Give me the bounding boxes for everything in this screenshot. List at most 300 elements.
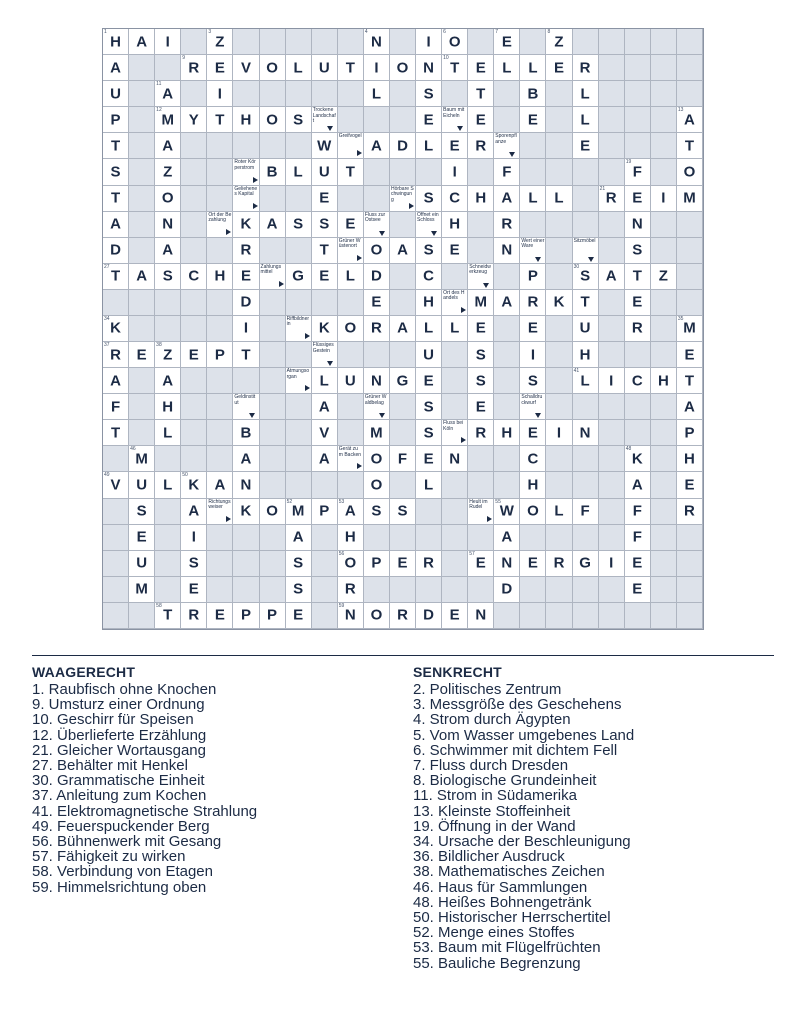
clue-cell xyxy=(468,499,494,525)
down-clue: 50. Historischer Herrschertitel xyxy=(413,909,611,927)
empty-cell xyxy=(312,81,338,107)
letter-cell xyxy=(468,316,494,342)
empty-cell xyxy=(599,238,625,264)
empty-cell xyxy=(651,342,677,368)
letter-cell xyxy=(181,577,207,603)
letter-cell xyxy=(181,472,207,498)
empty-cell xyxy=(651,81,677,107)
letter-cell xyxy=(260,55,286,81)
cell-letter: S xyxy=(632,241,643,259)
cell-letter: H xyxy=(214,267,226,285)
empty-cell xyxy=(677,290,703,316)
letter-cell xyxy=(207,55,233,81)
clue-number: 8 xyxy=(547,29,551,35)
across-clue: 27. Behälter mit Henkel xyxy=(32,757,188,775)
cell-letter: V xyxy=(240,59,251,77)
down-clue: 52. Menge eines Stoffes xyxy=(413,924,575,942)
letter-cell xyxy=(416,603,442,629)
cell-letter: S xyxy=(293,580,304,598)
cell-letter: P xyxy=(527,267,538,285)
empty-cell xyxy=(338,29,364,55)
empty-cell xyxy=(546,577,572,603)
cell-letter: E xyxy=(449,606,460,624)
down-clue: 55. Bauliche Begrenzung xyxy=(413,954,581,972)
empty-cell xyxy=(390,577,416,603)
down-clue: 36. Bildlicher Ausdruck xyxy=(413,848,565,866)
letter-cell xyxy=(677,316,703,342)
letter-cell xyxy=(103,368,129,394)
letter-cell xyxy=(442,238,468,264)
empty-cell xyxy=(599,107,625,133)
letter-cell xyxy=(233,420,259,446)
empty-cell xyxy=(364,186,390,212)
empty-cell xyxy=(390,290,416,316)
letter-cell xyxy=(651,368,677,394)
arrow-right-icon xyxy=(279,281,284,287)
empty-cell xyxy=(494,368,520,394)
cell-letter: T xyxy=(319,241,329,259)
letter-cell xyxy=(468,420,494,446)
letter-cell xyxy=(416,290,442,316)
clue-cell xyxy=(442,290,468,316)
clue-cell xyxy=(338,446,364,472)
letter-cell xyxy=(233,446,259,472)
down-clue: 2. Politisches Zentrum xyxy=(413,681,562,698)
cell-letter: E xyxy=(345,215,356,233)
empty-cell xyxy=(599,420,625,446)
empty-cell xyxy=(546,394,572,420)
empty-cell xyxy=(599,212,625,238)
clue-text: Fluss zur Ostsee xyxy=(364,211,386,224)
empty-cell xyxy=(286,394,312,420)
across-clue: 10. Geschirr für Speisen xyxy=(32,711,194,729)
letter-cell xyxy=(468,603,494,629)
empty-cell xyxy=(520,133,546,159)
letter-cell xyxy=(260,499,286,525)
cell-letter: D xyxy=(370,267,382,285)
cell-letter: K xyxy=(188,476,200,494)
cell-letter: U xyxy=(423,346,434,364)
letter-cell xyxy=(625,159,651,185)
letter-cell xyxy=(416,368,442,394)
cell-letter: I xyxy=(452,163,457,181)
letter-cell xyxy=(286,499,312,525)
clue-number: 4 xyxy=(364,29,368,35)
empty-cell xyxy=(207,159,233,185)
empty-cell xyxy=(546,368,572,394)
empty-cell xyxy=(233,551,259,577)
cell-letter: O xyxy=(266,502,278,520)
arrow-down-icon xyxy=(535,257,541,262)
empty-cell xyxy=(573,472,599,498)
empty-cell xyxy=(677,525,703,551)
clue-number: 55 xyxy=(495,498,501,505)
cell-letter: O xyxy=(344,319,357,337)
cell-letter: H xyxy=(423,293,434,311)
cell-letter: L xyxy=(502,59,512,77)
letter-cell xyxy=(338,603,364,629)
across-heading: WAAGERECHT xyxy=(32,664,136,680)
arrow-down-icon xyxy=(588,257,594,262)
clue-number: 49 xyxy=(104,472,110,479)
empty-cell xyxy=(651,107,677,133)
letter-cell xyxy=(625,472,651,498)
empty-cell xyxy=(546,212,572,238)
empty-cell xyxy=(625,81,651,107)
empty-cell xyxy=(599,29,625,55)
clue-cell xyxy=(416,212,442,238)
clue-number: 38 xyxy=(156,342,162,349)
letter-cell xyxy=(103,133,129,159)
cell-letter: E xyxy=(319,189,330,207)
empty-cell xyxy=(599,394,625,420)
letter-cell xyxy=(103,107,129,133)
cell-letter: H xyxy=(162,398,174,416)
cell-letter: N xyxy=(501,241,513,259)
letter-cell xyxy=(181,55,207,81)
letter-cell xyxy=(312,368,338,394)
letter-cell xyxy=(390,238,416,264)
empty-cell xyxy=(599,133,625,159)
empty-cell xyxy=(364,107,390,133)
empty-cell xyxy=(546,107,572,133)
across-clue: 30. Grammatische Einheit xyxy=(32,772,205,790)
cell-letter: Y xyxy=(188,111,199,129)
empty-cell xyxy=(129,186,155,212)
letter-cell xyxy=(494,212,520,238)
empty-cell xyxy=(442,551,468,577)
clue-text: Grüner Wüstenort xyxy=(338,237,361,250)
cell-letter: E xyxy=(632,293,643,311)
letter-cell xyxy=(390,368,416,394)
letter-cell xyxy=(181,551,207,577)
cell-letter: K xyxy=(631,450,643,468)
clue-cell xyxy=(338,133,364,159)
cell-letter: D xyxy=(501,580,513,598)
letter-cell xyxy=(625,368,651,394)
empty-cell xyxy=(260,394,286,420)
across-clue-list xyxy=(32,682,257,895)
letter-cell xyxy=(520,264,546,290)
cell-letter: O xyxy=(370,476,383,494)
letter-cell xyxy=(260,212,286,238)
cell-letter: M xyxy=(161,111,174,129)
letter-cell xyxy=(338,159,364,185)
clue-cell xyxy=(573,238,599,264)
letter-cell xyxy=(155,420,181,446)
empty-cell xyxy=(416,159,442,185)
letter-cell xyxy=(155,159,181,185)
cell-letter: S xyxy=(423,241,434,259)
arrow-right-icon xyxy=(305,385,310,391)
empty-cell xyxy=(207,316,233,342)
down-clue: 11. Strom in Südamerika xyxy=(413,787,577,805)
cell-letter: S xyxy=(475,372,486,390)
cell-letter: T xyxy=(345,59,355,77)
cell-letter: F xyxy=(632,528,642,546)
letter-cell xyxy=(181,525,207,551)
empty-cell xyxy=(364,577,390,603)
across-clue: 56. Bühnenwerk mit Gesang xyxy=(32,833,222,851)
cell-letter: M xyxy=(683,189,696,207)
across-clue: 21. Gleicher Wortausgang xyxy=(32,741,206,759)
letter-cell xyxy=(677,186,703,212)
letter-cell xyxy=(573,368,599,394)
empty-cell xyxy=(181,159,207,185)
cell-letter: C xyxy=(188,267,200,285)
empty-cell xyxy=(390,264,416,290)
letter-cell xyxy=(103,55,129,81)
clue-text: Geldinstitut xyxy=(234,394,256,406)
cell-letter: F xyxy=(110,398,121,416)
letter-cell xyxy=(390,133,416,159)
cell-letter: A xyxy=(631,476,643,494)
empty-cell xyxy=(312,525,338,551)
letter-cell xyxy=(233,290,259,316)
down-clue: 8. Biologische Grundeinheit xyxy=(413,772,597,790)
cell-letter: A xyxy=(501,293,513,311)
empty-cell xyxy=(364,525,390,551)
cell-letter: A xyxy=(110,215,121,233)
empty-cell xyxy=(573,577,599,603)
empty-cell xyxy=(207,420,233,446)
down-clue: 7. Fluss durch Dresden xyxy=(413,757,569,775)
cell-letter: E xyxy=(397,554,408,572)
empty-cell xyxy=(155,499,181,525)
clue-text: Öffnet ein Schloss xyxy=(417,211,439,224)
empty-cell xyxy=(546,525,572,551)
letter-cell xyxy=(312,212,338,238)
cell-letter: E xyxy=(632,580,643,598)
empty-cell xyxy=(677,212,703,238)
empty-cell xyxy=(260,577,286,603)
clue-cell xyxy=(364,212,390,238)
cell-letter: M xyxy=(683,319,696,337)
empty-cell xyxy=(573,603,599,629)
cell-letter: E xyxy=(449,241,460,259)
empty-cell xyxy=(651,577,677,603)
letter-cell xyxy=(129,472,155,498)
cell-letter: K xyxy=(240,215,252,233)
across-clue: 1. Raubfisch ohne Knochen xyxy=(32,681,217,698)
clue-number: 12 xyxy=(156,107,162,114)
empty-cell xyxy=(181,394,207,420)
empty-cell xyxy=(651,159,677,185)
empty-cell xyxy=(573,212,599,238)
letter-cell xyxy=(416,342,442,368)
cell-letter: A xyxy=(214,476,226,494)
empty-cell xyxy=(103,446,129,472)
letter-cell xyxy=(468,342,494,368)
clue-number: 37 xyxy=(104,342,110,349)
clue-text: Sitzmöbel xyxy=(573,237,596,244)
down-clue: 19. Öffnung in der Wand xyxy=(413,817,576,835)
letter-cell xyxy=(155,394,181,420)
down-clue: 5. Vom Wasser umgebenes Land xyxy=(413,726,635,744)
letter-cell xyxy=(442,446,468,472)
letter-cell xyxy=(155,81,181,107)
clue-number: 19 xyxy=(625,159,632,166)
clue-number: 50 xyxy=(182,472,188,479)
cell-letter: M xyxy=(474,293,487,311)
cell-letter: L xyxy=(345,267,355,285)
cell-letter: L xyxy=(450,319,460,337)
cell-letter: L xyxy=(580,85,590,103)
letter-cell xyxy=(677,420,703,446)
letter-cell xyxy=(181,342,207,368)
cell-letter: C xyxy=(449,189,461,207)
cell-letter: T xyxy=(163,606,173,624)
empty-cell xyxy=(651,394,677,420)
empty-cell xyxy=(129,238,155,264)
empty-cell xyxy=(651,290,677,316)
empty-cell xyxy=(260,525,286,551)
cell-letter: S xyxy=(423,424,434,442)
cell-letter: I xyxy=(243,319,249,337)
empty-cell xyxy=(181,290,207,316)
cell-letter: E xyxy=(449,137,460,155)
letter-cell xyxy=(260,159,286,185)
cell-letter: O xyxy=(448,33,461,51)
cell-letter: T xyxy=(241,346,251,364)
cell-letter: M xyxy=(370,424,383,442)
empty-cell xyxy=(286,29,312,55)
cell-letter: H xyxy=(475,189,487,207)
arrow-down-icon xyxy=(457,126,463,131)
arrow-right-icon xyxy=(226,516,231,522)
cell-letter: A xyxy=(370,137,382,155)
empty-cell xyxy=(260,551,286,577)
letter-cell xyxy=(599,368,625,394)
letter-cell xyxy=(129,342,155,368)
empty-cell xyxy=(442,81,468,107)
empty-cell xyxy=(312,29,338,55)
letter-cell xyxy=(494,577,520,603)
empty-cell xyxy=(651,525,677,551)
letter-cell xyxy=(155,603,181,629)
empty-cell xyxy=(573,186,599,212)
letter-cell xyxy=(625,446,651,472)
clue-text: Roter Körperstrom xyxy=(234,159,256,171)
letter-cell xyxy=(494,551,520,577)
clue-text: Ort der Bezahlung xyxy=(208,211,232,224)
letter-cell xyxy=(364,446,390,472)
empty-cell xyxy=(338,472,364,498)
cell-letter: A xyxy=(397,319,408,337)
cell-letter: A xyxy=(110,59,121,77)
letter-cell xyxy=(286,107,312,133)
cell-letter: C xyxy=(527,450,539,468)
cell-letter: W xyxy=(317,137,332,155)
cell-letter: L xyxy=(528,189,538,207)
empty-cell xyxy=(677,603,703,629)
clue-cell xyxy=(286,316,312,342)
empty-cell xyxy=(573,525,599,551)
cell-letter: E xyxy=(475,398,486,416)
cell-letter: A xyxy=(110,372,121,390)
empty-cell xyxy=(625,394,651,420)
cell-letter: N xyxy=(370,33,382,51)
letter-cell xyxy=(155,107,181,133)
arrow-right-icon xyxy=(357,463,362,469)
clue-text: Sporenpflanze xyxy=(495,133,517,145)
letter-cell xyxy=(546,499,572,525)
arrow-down-icon xyxy=(249,413,255,418)
clue-number: 9 xyxy=(182,55,186,62)
letter-cell xyxy=(468,290,494,316)
cell-letter: E xyxy=(527,319,538,337)
clue-text: Gerät zum Backen xyxy=(338,446,362,458)
letter-cell xyxy=(338,55,364,81)
cell-letter: L xyxy=(528,59,538,77)
cell-letter: I xyxy=(556,424,562,442)
cell-letter: O xyxy=(527,502,539,520)
letter-cell xyxy=(286,551,312,577)
clue-cell xyxy=(494,133,520,159)
letter-cell xyxy=(364,264,390,290)
cell-letter: S xyxy=(293,554,304,572)
empty-cell xyxy=(286,446,312,472)
empty-cell xyxy=(651,212,677,238)
cell-letter: E xyxy=(527,111,538,129)
cell-letter: S xyxy=(423,85,434,103)
empty-cell xyxy=(416,525,442,551)
empty-cell xyxy=(677,551,703,577)
letter-cell xyxy=(573,316,599,342)
empty-cell xyxy=(260,186,286,212)
cell-letter: P xyxy=(684,424,695,442)
down-clue: 48. Heißes Bohnengetränk xyxy=(413,893,592,911)
empty-cell xyxy=(286,420,312,446)
letter-cell xyxy=(546,551,572,577)
clue-text: Hörbare Schwingung xyxy=(390,185,414,203)
letter-cell xyxy=(312,238,338,264)
letter-cell xyxy=(390,55,416,81)
cell-letter: O xyxy=(683,163,696,181)
letter-cell xyxy=(207,472,233,498)
empty-cell xyxy=(155,290,181,316)
empty-cell xyxy=(546,264,572,290)
empty-cell xyxy=(207,368,233,394)
empty-cell xyxy=(468,212,494,238)
empty-cell xyxy=(233,133,259,159)
cell-letter: T xyxy=(476,85,486,103)
empty-cell xyxy=(207,186,233,212)
empty-cell xyxy=(312,551,338,577)
empty-cell xyxy=(625,29,651,55)
letter-cell xyxy=(233,472,259,498)
cell-letter: E xyxy=(188,580,199,598)
empty-cell xyxy=(494,107,520,133)
letter-cell xyxy=(103,186,129,212)
empty-cell xyxy=(181,29,207,55)
letter-cell xyxy=(416,186,442,212)
cell-letter: E xyxy=(475,319,486,337)
cell-letter: F xyxy=(632,163,642,181)
clue-cell xyxy=(260,264,286,290)
empty-cell xyxy=(129,55,155,81)
across-clue: 41. Elektromagnetische Strahlung xyxy=(32,802,258,820)
cell-letter: R xyxy=(188,606,200,624)
down-clue-list xyxy=(413,682,634,971)
cell-letter: E xyxy=(136,346,147,364)
letter-cell xyxy=(233,316,259,342)
cell-letter: L xyxy=(293,163,303,181)
cell-letter: L xyxy=(293,59,303,77)
clue-number: 59 xyxy=(338,602,345,609)
cell-letter: U xyxy=(136,476,148,494)
cell-letter: R xyxy=(579,59,591,77)
